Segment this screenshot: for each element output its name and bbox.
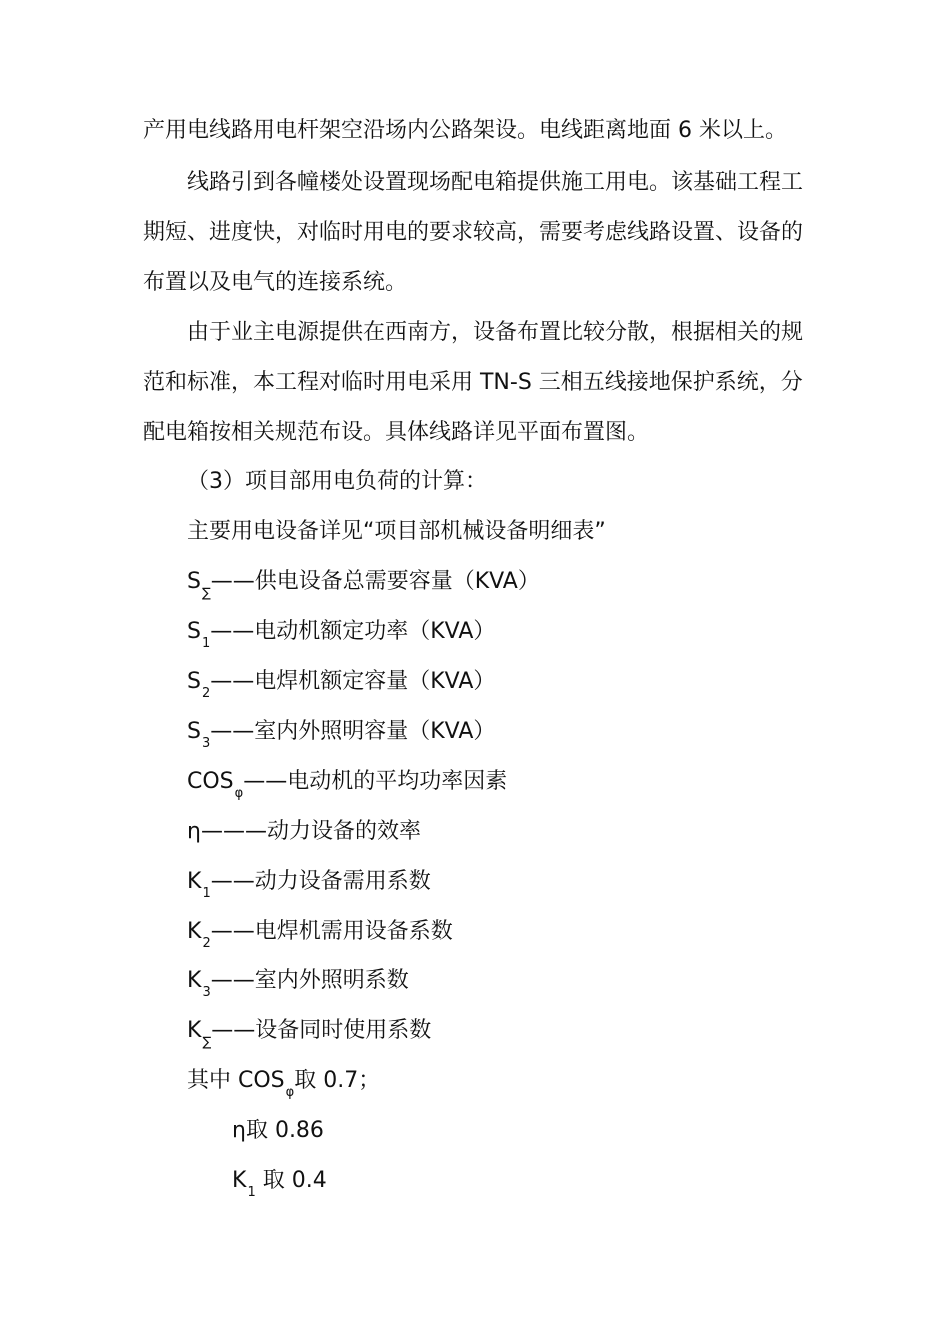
definition-symbol: S [187,619,201,644]
definition-line [187,817,421,847]
definition-line [187,867,431,901]
value-line-eta [232,1116,324,1146]
definition-subscript: 1 [202,886,211,901]
definition-line [187,567,540,601]
paragraph-line: 范和标准，本工程对临时用电采用 TN-S 三相五线接地保护系统，分 [143,370,803,395]
definition-symbol: K [187,869,202,894]
definition-subscript: 3 [202,985,211,1000]
definition-subscript: 1 [201,636,211,651]
intro-line: 主要用电设备详见“项目部机械设备明细表” [187,519,606,544]
definition-text: ——电焊机需用设备系数 [210,919,453,944]
paragraph-line: 布置以及电气的连接系统。 [143,270,408,295]
value-subscript: φ [285,1085,295,1100]
value-line-cos [187,1066,381,1100]
definition-line [187,917,453,951]
definition-text: ——电动机的平均功率因素 [243,769,508,794]
definition-symbol: S [187,569,201,594]
definition-symbol: S [187,669,201,694]
definition-text: ——动力设备需用系数 [210,869,431,894]
definition-symbol: K [187,1018,202,1043]
definition-subscript: 2 [202,936,211,951]
value-prefix: 其中 COS [187,1068,285,1093]
paragraph-line: 配电箱按相关规范布设。具体线路详见平面布置图。 [143,420,650,445]
paragraph-line: 由于业主电源提供在西南方，设备布置比较分散，根据相关的规 [187,320,804,345]
definition-subscript: ∑ [202,1035,212,1050]
definition-text: ——电焊机额定容量（KVA） [210,669,496,694]
definition-symbol: COS [187,769,234,794]
definition-line [187,767,508,801]
value-text: 取 0.4 [255,1168,327,1193]
value-subscript: 1 [247,1185,256,1200]
value-symbol: η [232,1118,246,1143]
value-line-k1 [232,1166,327,1200]
definition-line [187,966,409,1000]
paragraph-line: 期短、进度快，对临时用电的要求较高，需要考虑线路设置、设备的 [143,220,804,245]
value-symbol: K [232,1168,247,1193]
paragraph-line: 产用电线路用电杆架空沿场内公路架设。电线距离地面 6 米以上。 [143,118,787,143]
value-text: 取 0.7； [294,1068,381,1093]
definition-text: ———动力设备的效率 [200,819,421,844]
definition-symbol: K [187,968,202,993]
definition-subscript: 3 [201,736,211,751]
definition-line [187,617,496,651]
definition-line [187,667,496,701]
definition-symbol: S [187,719,201,744]
definition-subscript: φ [234,786,244,801]
definition-line [187,717,496,751]
definition-line [187,1016,432,1050]
section-heading: （3）项目部用电负荷的计算： [187,469,487,494]
definition-subscript: ∑ [201,586,211,601]
definition-symbol: η [187,819,201,844]
definition-text: ——设备同时使用系数 [211,1018,432,1043]
paragraph-line: 线路引到各幢楼处设置现场配电箱提供施工用电。该基础工程工 [187,170,804,195]
definition-text: ——室内外照明系数 [210,968,409,993]
definition-symbol: K [187,919,202,944]
value-text: 取 0.86 [245,1118,324,1143]
definition-text: ——室内外照明容量（KVA） [210,719,496,744]
definition-text: ——电动机额定功率（KVA） [210,619,496,644]
definition-subscript: 2 [201,686,211,701]
definition-text: ——供电设备总需要容量（KVA） [210,569,540,594]
